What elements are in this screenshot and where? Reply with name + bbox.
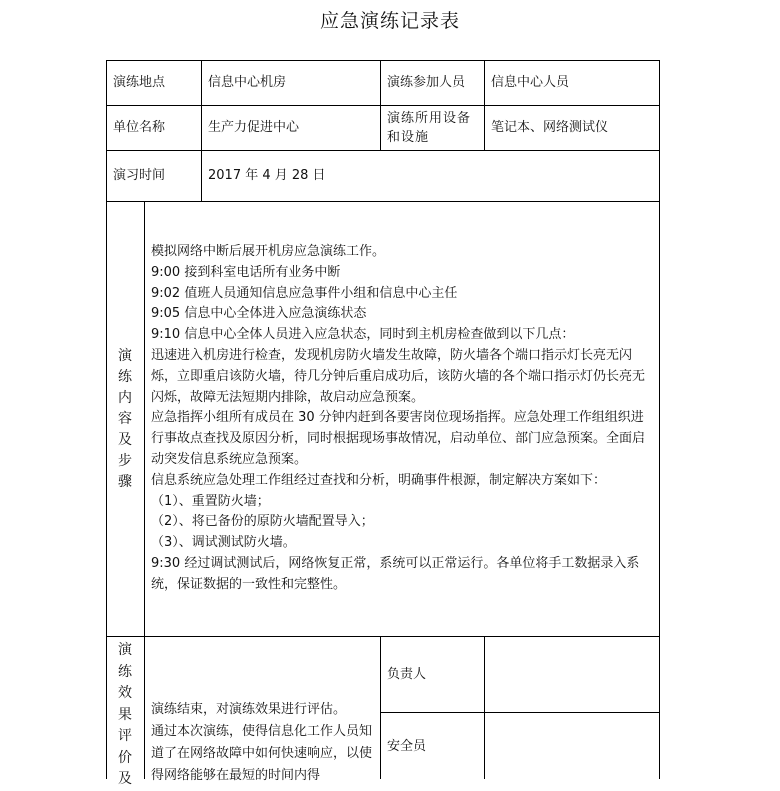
location-label: 演练地点 <box>113 75 166 90</box>
procedure-line: 9:00 接到科室电话所有业务中断 <box>151 264 341 280</box>
evaluation-label <box>107 640 143 791</box>
participants-label: 演练参加人员 <box>387 75 466 90</box>
evaluation-label-char: 及 <box>118 771 132 787</box>
equipment-label: 演练所用设备和设施 <box>387 111 472 145</box>
unit-label: 单位名称 <box>113 120 166 135</box>
procedure-line: 信息系统应急处理工作组经过查找和分析，明确事件根源，制定解决方案如下： <box>151 472 607 488</box>
procedure-line: 迅速进入机房进行检查，发现机房防火墙发生故障，防火墙各个端口指示灯长亮无闪烁，立即重启该防火墙，待几分钟后重启成功后，该防火墙的各个端口指示灯仍长亮无闪烁，故障无法短期内排除，故启动应急预案。 <box>151 347 646 405</box>
procedure-line: 9:05 信息中心全体进入应急演练状态 <box>151 306 367 322</box>
procedure-label-char: 骤 <box>118 474 132 490</box>
safety-value <box>485 713 659 779</box>
page-title: 应急演练记录表 <box>319 10 460 32</box>
procedure-label-char: 步 <box>118 453 132 469</box>
evaluation-label-char: 评 <box>118 728 132 744</box>
procedure-line: 模拟网络中断后展开机房应急演练工作。 <box>151 244 386 259</box>
procedure-label-char: 练 <box>118 369 132 385</box>
evaluation-label-char: 演 <box>118 642 132 658</box>
procedure-label-char: 演 <box>118 348 132 364</box>
evaluation-label-char: 练 <box>118 663 132 680</box>
evaluation-label-char: 效 <box>118 685 132 701</box>
location-value: 信息中心机房 <box>208 75 287 90</box>
evaluation-content <box>151 699 379 787</box>
procedure-label-char: 容 <box>118 411 132 427</box>
responsible-value <box>485 637 659 712</box>
procedure-line: 9:30 经过调试测试后，网络恢复正常，系统可以正常运行。各单位将手工数据录入系统，保证数据的一致性和完整性。 <box>151 555 640 592</box>
procedure-label <box>107 346 143 493</box>
procedure-content <box>151 242 656 596</box>
equipment-value: 笔记本、网络测试仪 <box>491 120 609 135</box>
evaluation-line: 通过本次演练，使得信息化工作人员知道了在网络故障中如何快速响应，以使得网络能够在最短的时间内得 <box>151 724 373 783</box>
procedure-line: （3）、调试测试防火墙。 <box>151 535 296 551</box>
participants-value: 信息中心人员 <box>491 75 570 90</box>
procedure-label-char: 内 <box>118 390 132 406</box>
time-value: 2017 年 4 月 28 日 <box>208 168 326 183</box>
procedure-line: （1）、重置防火墙； <box>151 493 270 509</box>
unit-value: 生产力促进中心 <box>208 120 300 135</box>
procedure-line: 9:10 信息中心全体人员进入应急状态，同时到主机房检查做到以下几点： <box>151 327 575 343</box>
evaluation-label-char: 果 <box>118 706 132 723</box>
procedure-line: 9:02 值班人员通知信息应急事件小组和信息中心主任 <box>151 285 458 301</box>
responsible-label: 负责人 <box>387 666 427 682</box>
procedure-line: （2）、将已备份的原防火墙配置导入； <box>151 514 374 530</box>
procedure-line: 应急指挥小组所有成员在 30 分钟内赶到各要害岗位现场指挥。应急处理工作组组织进行事故点查找及原因分析，同时根据现场事故情况，启动单位、部门应急预案。全面启动突发信息系统应急预案。 <box>151 410 646 467</box>
procedure-label-char: 及 <box>118 432 132 448</box>
evaluation-line: 演练结束，对演练效果进行评估。 <box>151 702 347 717</box>
evaluation-label-char: 价 <box>118 749 132 766</box>
safety-label: 安全员 <box>387 739 427 754</box>
time-label: 演习时间 <box>113 168 166 183</box>
